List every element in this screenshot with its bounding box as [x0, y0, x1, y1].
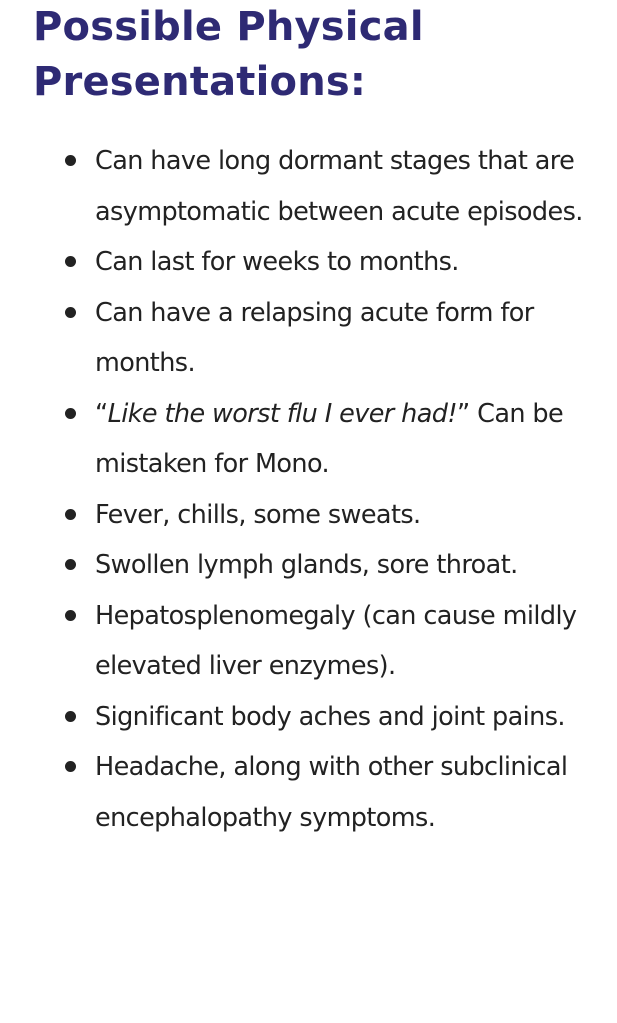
list-item	[0, 490, 617, 541]
symptom-list	[0, 136, 617, 843]
italic-quote: Like the worst flu I ever had!	[107, 398, 457, 429]
list-item	[0, 742, 617, 843]
bullet-icon	[65, 408, 76, 419]
list-item	[0, 389, 617, 490]
list-item-text: Can have a relapsing acute form for months.	[95, 297, 534, 378]
bullet-icon	[65, 256, 76, 267]
list-item	[0, 692, 617, 743]
quote-open-mark: “	[95, 398, 108, 429]
list-item	[0, 540, 617, 591]
list-item-text: Swollen lymph glands, sore throat.	[95, 550, 518, 580]
list-item	[0, 136, 617, 237]
bullet-icon	[65, 155, 76, 166]
heading-line-1: Possible Physical	[33, 4, 424, 50]
list-item	[0, 591, 617, 692]
list-item	[0, 288, 617, 389]
bullet-icon	[65, 307, 76, 318]
bullet-icon	[65, 559, 76, 570]
list-item-text: Can have long dormant stages that are asymptomatic between acute episodes.	[95, 146, 583, 227]
section-heading	[33, 0, 593, 110]
list-item	[0, 237, 617, 288]
bullet-icon	[65, 711, 76, 722]
list-item-text: Significant body aches and joint pains.	[95, 701, 565, 732]
list-item-text: Can be mistaken for Mono.	[95, 398, 564, 479]
list-item-text: Fever, chills, some sweats.	[95, 499, 421, 530]
quote-close-mark: ”	[456, 398, 470, 429]
bullet-icon	[65, 761, 76, 772]
heading-line-2: Presentations:	[33, 59, 367, 105]
list-item-text: Hepatosplenomegaly (can cause mildly elevated liver enzymes).	[95, 600, 577, 681]
list-item-text: Headache, along with other subclinical encephalopathy symptoms.	[95, 752, 568, 833]
bullet-icon	[65, 509, 76, 520]
list-item-text: Can last for weeks to months.	[95, 247, 459, 277]
bullet-icon	[65, 610, 76, 621]
